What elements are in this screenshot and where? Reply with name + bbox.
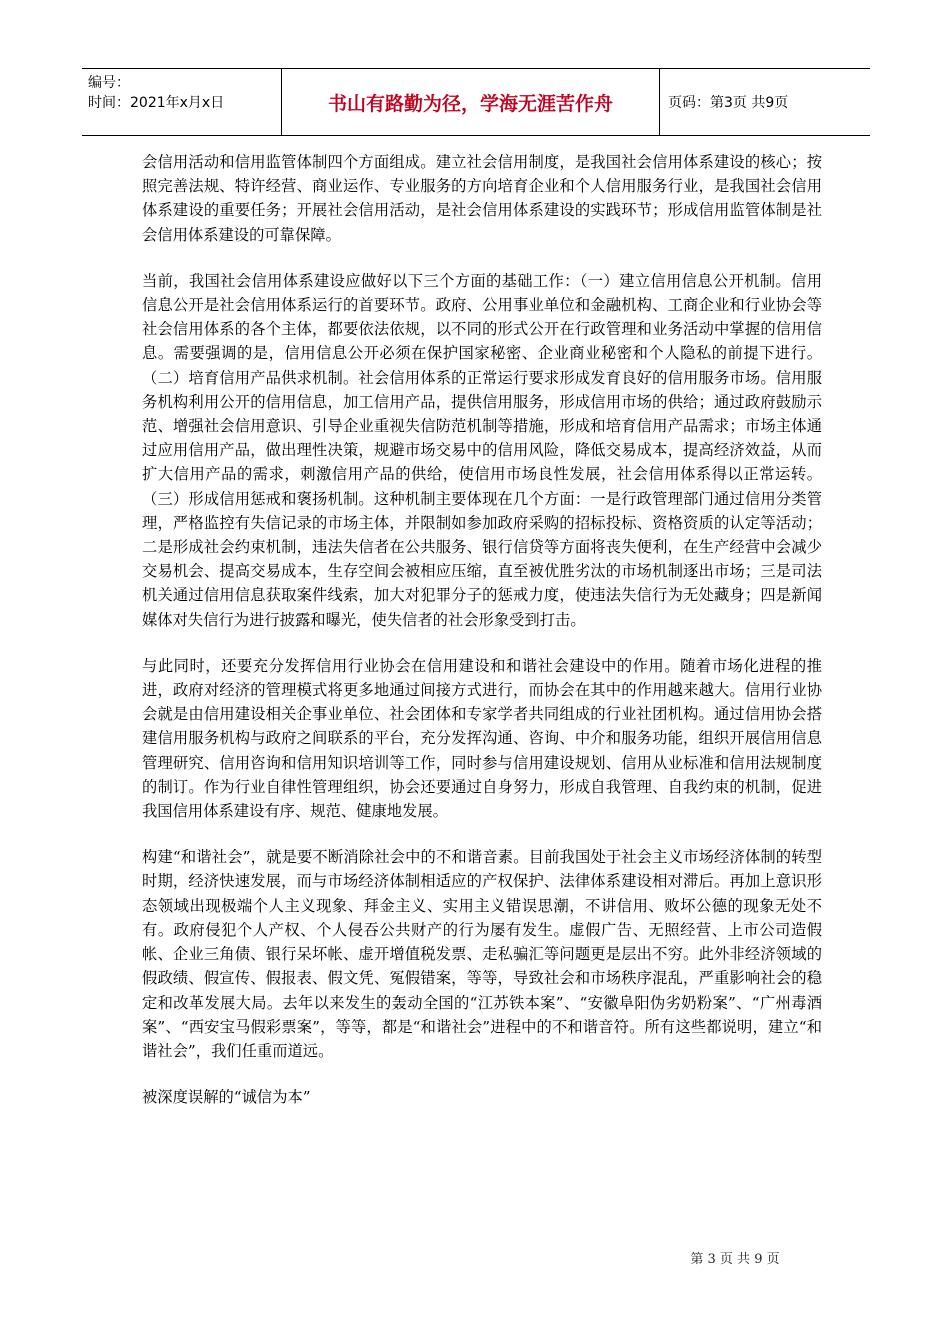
document-number-label: 编号：: [88, 75, 130, 91]
body-paragraph: 会信用活动和信用监管体制四个方面组成。建立社会信用制度，是我国社会信用体系建设的核心；按照完善法规、特许经营、商业运作、专业服务的方向培育企业和个人信用服务行业，是我国社会信用体系建设的重要任务；开展社会信用活动，是社会信用体系建设的实践环节；形成信用监管体制是社会信用体系建设的可靠保障。: [142, 153, 822, 244]
page-footer: [0, 1248, 950, 1267]
section-heading: 被深度误解的“诚信为本”: [142, 1088, 311, 1107]
page-header: [82, 68, 870, 136]
document-date-label: 时间：2021年x月x日: [88, 95, 225, 111]
header-meta: [82, 69, 282, 135]
body-paragraph: 当前，我国社会信用体系建设应做好以下三个方面的基础工作：（一）建立信用信息公开机制。信用信息公开是社会信用体系运行的首要环节。政府、公用事业单位和金融机构、工商企业和行业协会等社会信用体系的各个主体，都要依法依规，以不同的形式公开在行政管理和业务活动中掌握的信用信息。需要强调的是，信用信息公开必须在保护国家秘密、企业商业秘密和个人隐私的前提下进行。（二）培育信用产品供求机制。社会信用体系的正常运行要求形成发育良好的信用服务市场。信用服务机构利用公开的信用信息，加工信用产品，提供信用服务，形成信用市场的供给；通过政府鼓励示范、增强社会信用意识、引导企业重视失信防范机制等措施，形成和培育信用产品需求；市场主体通过应用信用产品，做出理性决策，规避市场交易中的信用风险，降低交易成本，提高经济效益，从而扩大信用产品的需求，刺激信用产品的供给，使信用市场良性发展，社会信用体系得以正常运转。（三）形成信用惩戒和褒扬机制。这种机制主要体现在几个方面：一是行政管理部门通过信用分类管理，严格监控有失信记录的市场主体，并限制如参加政府采购的招标投标、资格资质的认定等活动；二是形成社会约束机制，违法失信者在公共服务、银行信贷等方面将丧失便利，在生产经营中会减少交易机会、提高交易成本，生存空间会被相应压缩，直至被优胜劣汰的市场机制逐出市场；三是司法机关通过信用信息获取案件线索，加大对犯罪分子的惩戒力度，使违法失信行为无处藏身；四是新闻媒体对失信行为进行披露和曝光，使失信者的社会形象受到打击。: [142, 271, 822, 629]
footer-page-number: 第 3 页 共 9 页: [690, 1252, 780, 1267]
body-paragraph: 构建“和谐社会”，就是要不断消除社会中的不和谐音素。目前我国处于社会主义市场经济体制的转型时期，经济快速发展，而与市场经济体制相适应的产权保护、法律体系建设相对滞后。再加上意识形态领域出现极端个人主义现象、拜金主义、实用主义错误思潮，不讲信用、败坏公德的现象无处不有。政府侵犯个人产权、个人侵吞公共财产的行为屡有发生。虚假广告、无照经营、上市公司造假帐、企业三角债、银行呆坏帐、虚开增值税发票、走私骗汇等问题更是层出不穷。此外非经济领域的假政绩、假宣传、假报表、假文凭、冤假错案，等等，导致社会和市场秩序混乱，严重影响社会的稳定和改革发展大局。去年以来发生的轰动全国的“江苏铁本案”、“安徽阜阳伪劣奶粉案”、“广州毒酒案”、“西安宝马假彩票案”，等等，都是“和谐社会”进程中的不和谐音符。所有这些都说明，建立“和谐社会”，我们任重而道远。: [142, 848, 822, 1060]
header-motto: 书山有路勤为径，学海无涯苦作舟: [282, 69, 660, 135]
body-paragraph: 与此同时，还要充分发挥信用行业协会在信用建设和和谐社会建设中的作用。随着市场化进程的推进，政府对经济的管理模式将更多地通过间接方式进行，而协会在其中的作用越来越大。信用行业协会就是由信用建设相关企事业单位、社会团体和专家学者共同组成的行业社团机构。通过信用协会搭建信用服务机构与政府之间联系的平台，充分发挥沟通、咨询、中介和服务功能，组织开展信用信息管理研究、信用咨询和信用知识培训等工作，同时参与信用建设规划、信用从业标准和信用法规制度的制订。作为行业自律性管理组织，协会还要通过自身努力，形成自我管理、自我约束的机制，促进我国信用体系建设有序、规范、健康地发展。: [142, 656, 822, 821]
header-page-indicator: 页码：第3页 共9页: [668, 95, 789, 111]
document-body: [142, 150, 822, 1131]
